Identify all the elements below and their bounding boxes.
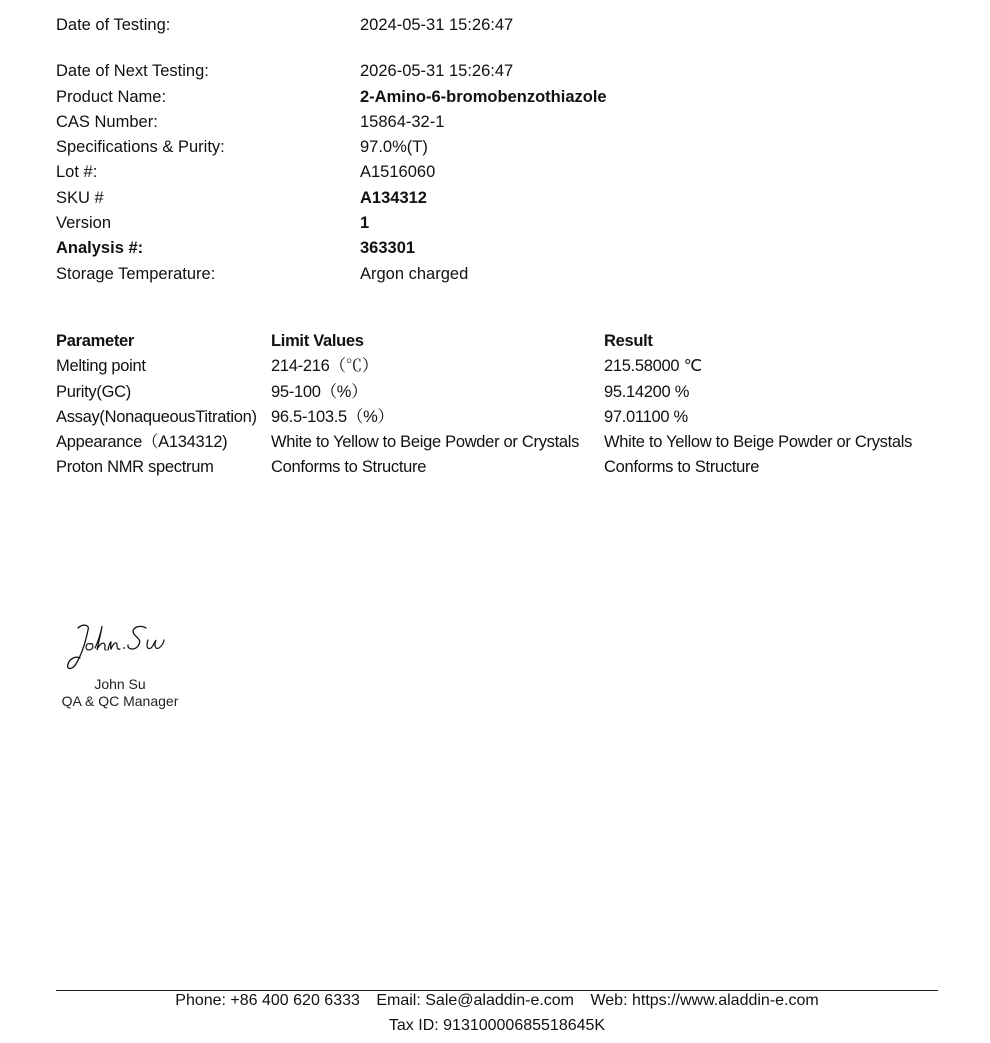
field-analysis-number — [56, 237, 936, 259]
cell-parameter: Proton NMR spectrum — [56, 458, 214, 476]
field-value: 1 — [360, 214, 370, 232]
footer-contact — [56, 992, 938, 1010]
table-row — [56, 456, 956, 478]
footer-divider — [56, 990, 938, 991]
field-label: Date of Next Testing: — [56, 62, 209, 80]
field-value: Argon charged — [360, 265, 469, 283]
field-label: Product Name: — [56, 88, 167, 106]
footer-tax-id-text: Tax ID: 91310000685518645K — [388, 1017, 606, 1034]
field-label: CAS Number: — [56, 113, 158, 131]
handwritten-signature — [64, 620, 184, 676]
field-sku — [56, 187, 936, 209]
footer-phone: Phone: +86 400 620 6333 — [175, 992, 360, 1009]
table-row — [56, 406, 956, 428]
table-row — [56, 355, 956, 377]
footer-email[interactable]: Email: Sale@aladdin-e.com — [376, 992, 575, 1009]
cell-limit-values: 95-100（%） — [271, 383, 368, 401]
field-date-of-testing — [56, 14, 936, 36]
field-value: 363301 — [360, 239, 416, 257]
field-version — [56, 212, 936, 234]
column-header-limit-values: Limit Values — [271, 332, 364, 350]
field-value: A1516060 — [360, 163, 436, 181]
column-header-result: Result — [604, 332, 653, 350]
footer-tax-id — [56, 1017, 938, 1035]
signatory-name: John Su — [94, 676, 146, 692]
cell-result: White to Yellow to Beige Powder or Crystals — [604, 433, 913, 451]
cell-result: 95.14200 % — [604, 383, 690, 401]
field-product-name — [56, 86, 936, 108]
footer-web[interactable]: Web: https://www.aladdin-e.com — [590, 992, 819, 1009]
field-label: Specifications & Purity: — [56, 138, 225, 156]
cell-limit-values: Conforms to Structure — [271, 458, 427, 476]
signatory-title: QA & QC Manager — [61, 693, 179, 709]
field-value: 15864-32-1 — [360, 113, 445, 131]
cell-result: 215.58000 ℃ — [604, 357, 702, 375]
signature-block — [56, 620, 186, 720]
field-label: Date of Testing: — [56, 16, 171, 34]
field-cas-number — [56, 111, 936, 133]
cell-result: 97.01100 % — [604, 408, 688, 426]
field-value: 2026-05-31 15:26:47 — [360, 62, 514, 80]
cell-result: Conforms to Structure — [604, 458, 760, 476]
field-label: Storage Temperature: — [56, 265, 216, 283]
column-header-parameter: Parameter — [56, 332, 135, 350]
field-label: SKU # — [56, 189, 104, 207]
field-lot-number — [56, 161, 936, 183]
cell-limit-values: 96.5-103.5（%） — [271, 408, 394, 426]
field-value: 2-Amino-6-bromobenzothiazole — [360, 88, 607, 106]
cell-parameter: Appearance（A134312) — [56, 433, 228, 451]
field-label: Analysis #: — [56, 239, 144, 257]
cell-limit-values: 214-216（℃） — [271, 357, 379, 375]
cell-parameter: Assay(NonaqueousTitration) — [56, 408, 257, 426]
field-value: 2024-05-31 15:26:47 — [360, 16, 514, 34]
field-value: A134312 — [360, 189, 427, 207]
table-header-row — [56, 330, 956, 352]
field-value: 97.0%(T) — [360, 138, 428, 156]
cell-limit-values: White to Yellow to Beige Powder or Crystals — [271, 433, 580, 451]
table-row — [56, 431, 956, 453]
cell-parameter: Melting point — [56, 357, 146, 375]
field-specifications-purity — [56, 136, 936, 158]
field-storage-temperature — [56, 263, 936, 285]
table-row — [56, 381, 956, 403]
field-date-of-next-testing — [56, 60, 936, 82]
field-label: Version — [56, 214, 112, 232]
field-label: Lot #: — [56, 163, 98, 181]
cell-parameter: Purity(GC) — [56, 383, 131, 401]
